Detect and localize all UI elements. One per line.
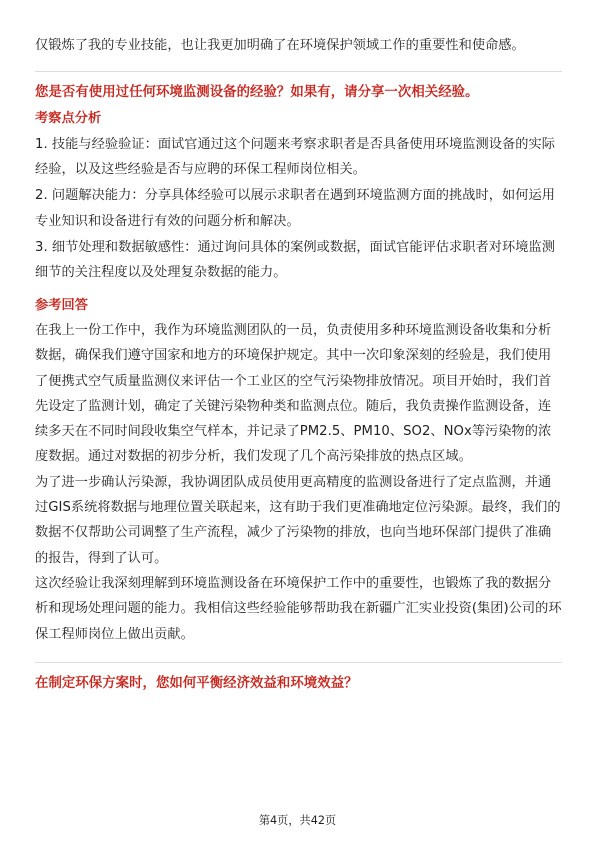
document-page bbox=[35, 0, 562, 696]
answer-paragraph: 这次经验让我深刻理解到环境监测设备在环境保护工作中的重要性，也锻炼了我的数据分析和现场处理问题的能力。我相信这些经验能够帮助我在新疆广汇实业投资(集团)公司的环保工程师岗位上做出贡献。 bbox=[35, 575, 562, 642]
next-question-title: 在制定环保方案时，您如何平衡经济效益和环境效益？ bbox=[35, 675, 358, 691]
analysis-item: 2. 问题解决能力：分享具体经验可以展示求职者在遇到环境监测方面的挑战时，如何运用专业知识和设备进行有效的问题分析和解决。 bbox=[35, 188, 555, 229]
answer-paragraph: 在我上一份工作中，我作为环境监测团队的一员，负责使用多种环境监测设备收集和分析数据，确保我们遵守国家和地方的环境保护规定。其中一次印象深刻的经验是，我们使用了便携式空气质量监测仪来评估一个工业区的空气污染物排放情况。项目开始时，我们首先设定了监测计划，确定了关键污染物种类和监测点位。随后，我负责操作监测设备，连续多天在不同时间段收集空气样本，并记录了PM2.5、PM10、SO2、NOx等污染物的浓度数据。通过对数据的初步分析，我们发现了几个高污染排放的热点区域。 bbox=[35, 322, 552, 465]
question-title: 您是否有使用过任何环境监测设备的经验？如果有，请分享一次相关经验。 bbox=[35, 85, 479, 101]
answer-paragraph: 为了进一步确认污染源，我协调团队成员使用更高精度的监测设备进行了定点监测，并通过GIS系统将数据与地理位置关联起来，这有助于我们更准确地定位污染源。最终，我们的数据不仅帮助公司调整了生产流程，减少了污染物的排放，也向当地环保部门提供了准确的报告，得到了认可。 bbox=[35, 474, 561, 566]
analysis-item: 3. 细节处理和数据敏感性：通过询问具体的案例或数据，面试官能评估求职者对环境监测细节的关注程度以及处理复杂数据的能力。 bbox=[35, 240, 555, 281]
divider-bottom bbox=[35, 662, 562, 663]
analysis-heading: 考察点分析 bbox=[35, 110, 102, 126]
divider-top bbox=[35, 71, 562, 72]
analysis-item: 1. 技能与经验验证：面试官通过这个问题来考察求职者是否具备使用环境监测设备的实际经验，以及这些经验是否与应聘的环保工程师岗位相关。 bbox=[35, 136, 555, 178]
answer-heading: 参考回答 bbox=[35, 297, 88, 313]
continuation-paragraph: 仅锻炼了我的专业技能，也让我更加明确了在环境保护领域工作的重要性和使命感。 bbox=[35, 38, 525, 53]
page-number: 第4页，共42页 bbox=[258, 814, 337, 827]
